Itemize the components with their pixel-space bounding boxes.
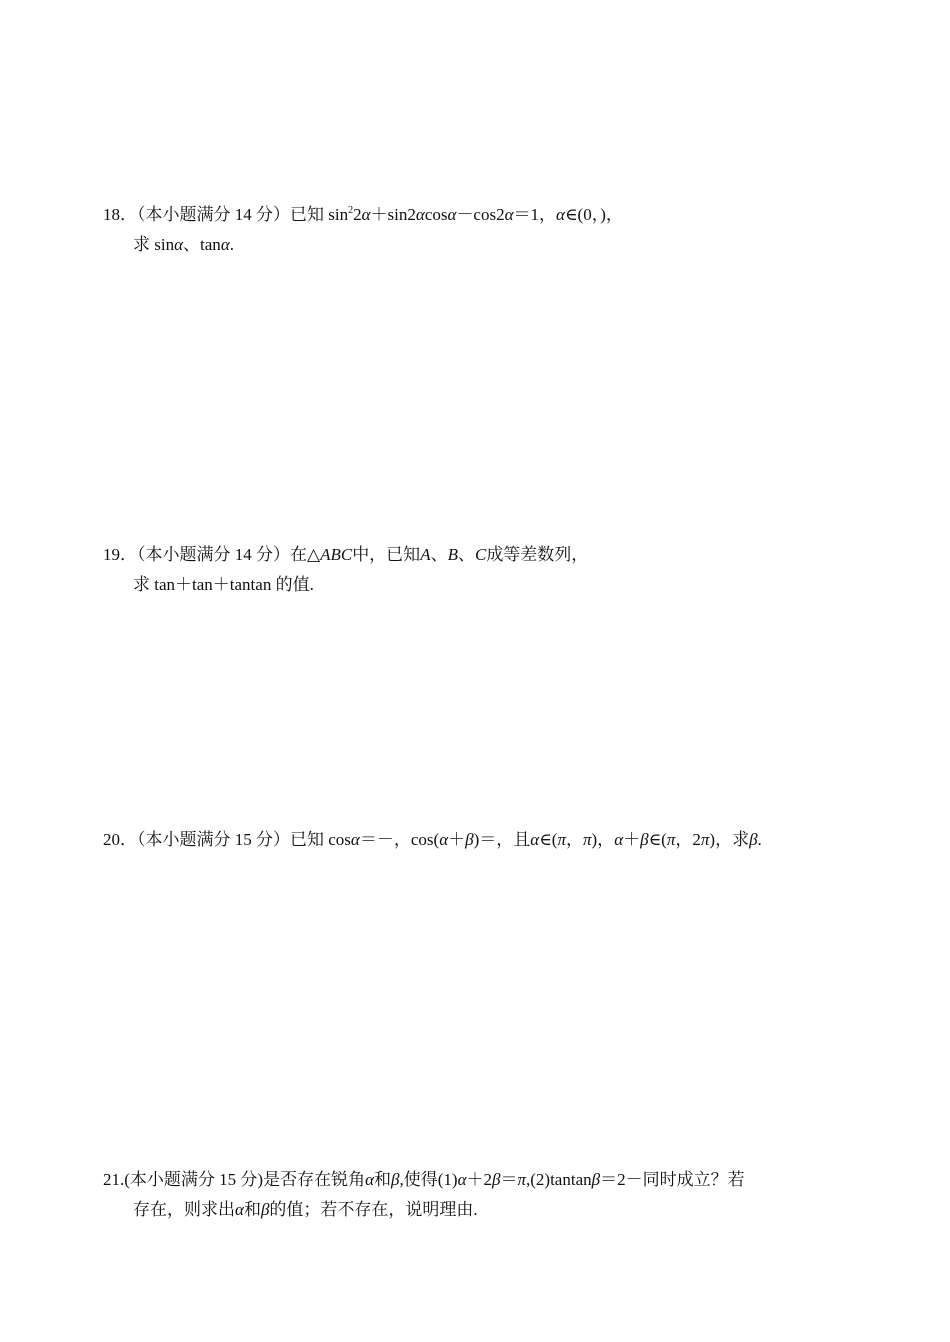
math-symbol: C — [474, 545, 487, 564]
text-segment: ＝ — [500, 1170, 518, 1189]
text-segment: ∈( — [648, 830, 667, 849]
math-symbol: π — [517, 1170, 526, 1189]
math-symbol: α — [220, 235, 230, 254]
math-symbol: α — [365, 1170, 375, 1189]
math-symbol: β — [492, 1170, 501, 1189]
text-segment: 已知 sin — [290, 205, 349, 224]
problem-points: （本小题满分 14 分） — [137, 545, 290, 564]
text-segment: ,(2)tantan — [526, 1170, 592, 1189]
math-symbol: β — [260, 1200, 270, 1219]
math-symbol: B — [447, 545, 458, 564]
text-segment: ＝－，cos( — [359, 830, 440, 849]
text-segment: . — [757, 830, 762, 849]
text-segment: 、tan — [183, 235, 221, 254]
math-symbol: β — [640, 830, 649, 849]
math-symbol: β — [391, 1170, 400, 1189]
text-segment: ＋ — [448, 830, 466, 849]
text-segment: ,使得(1) — [399, 1170, 458, 1189]
text-segment: 、 — [430, 545, 448, 564]
text-segment: )＝，且 — [473, 830, 531, 849]
math-symbol: β — [749, 830, 758, 849]
math-symbol: π — [666, 830, 676, 849]
text-segment: . — [229, 235, 234, 254]
problem-number: 20． — [103, 830, 137, 849]
problem-number: 18． — [103, 205, 137, 224]
text-segment: ∈( — [539, 830, 558, 849]
problem-19-line-2: 求 tan＋tan＋tantan 的值. — [133, 575, 314, 594]
superscript: 2 — [348, 205, 354, 216]
text-segment: cos — [424, 205, 448, 224]
math-symbol: α — [614, 830, 624, 849]
math-symbol: ABC — [320, 545, 353, 564]
math-symbol: α — [415, 205, 425, 224]
math-symbol: α — [361, 205, 371, 224]
math-symbol: α — [447, 205, 457, 224]
problem-number: 21. — [103, 1170, 125, 1189]
text-segment: 是否存在锐角 — [263, 1170, 366, 1189]
text-segment: －cos2 — [456, 205, 505, 224]
math-symbol: α — [457, 1170, 467, 1189]
problem-21 — [103, 1165, 883, 1225]
problem-number: 19． — [103, 545, 137, 564]
math-symbol: β — [465, 830, 474, 849]
problem-18-line-1 — [103, 200, 883, 230]
text-segment: 求 sin — [133, 235, 175, 254]
problem-points: (本小题满分 15 分) — [124, 1170, 264, 1189]
text-segment: 、 — [457, 545, 475, 564]
text-segment: )， — [591, 830, 615, 849]
problem-21-line-2 — [103, 1195, 883, 1225]
math-symbol: α — [439, 830, 449, 849]
problem-20 — [103, 825, 883, 855]
text-segment: 已知 cos — [290, 830, 351, 849]
text-segment: ＝2－同时成立？若 — [600, 1170, 745, 1189]
problem-points: （本小题满分 14 分） — [137, 205, 290, 224]
text-segment: 和 — [374, 1170, 392, 1189]
text-segment: )，求 — [709, 830, 750, 849]
text-segment: 成等差数列， — [486, 545, 589, 564]
problem-18 — [103, 200, 883, 260]
text-segment: 的值；若不存在，说明理由. — [269, 1200, 478, 1219]
math-symbol: π — [557, 830, 566, 849]
problem-19-line-1 — [103, 540, 883, 570]
problem-18-line-2 — [103, 230, 883, 260]
text-segment: ，2 — [675, 830, 701, 849]
text-segment: 2 — [353, 205, 362, 224]
math-symbol: β — [591, 1170, 601, 1189]
text-segment: ＋ — [623, 830, 641, 849]
math-symbol: α — [530, 830, 540, 849]
problem-20-line-1 — [103, 825, 883, 855]
math-symbol: π — [700, 830, 710, 849]
math-symbol: α — [350, 830, 360, 849]
text-segment: ＋sin2 — [370, 205, 416, 224]
text-segment: 和 — [243, 1200, 261, 1219]
text-segment: 在△ — [290, 545, 321, 564]
math-symbol: α — [556, 205, 565, 224]
text-segment: ＝1， — [513, 205, 557, 224]
math-symbol: A — [420, 545, 431, 564]
math-symbol: α — [504, 205, 514, 224]
text-segment: 存在，则求出 — [133, 1200, 235, 1219]
text-segment: ， — [565, 830, 583, 849]
math-symbol: α — [235, 1200, 244, 1219]
text-segment: ＋2 — [466, 1170, 492, 1189]
text-segment: 中，已知 — [352, 545, 421, 564]
problem-19 — [103, 540, 883, 600]
problem-21-line-1 — [103, 1165, 883, 1195]
problem-points: （本小题满分 15 分） — [137, 830, 290, 849]
math-symbol: α — [174, 235, 184, 254]
text-segment: ∈(0，)， — [564, 205, 623, 224]
math-symbol: π — [582, 830, 592, 849]
